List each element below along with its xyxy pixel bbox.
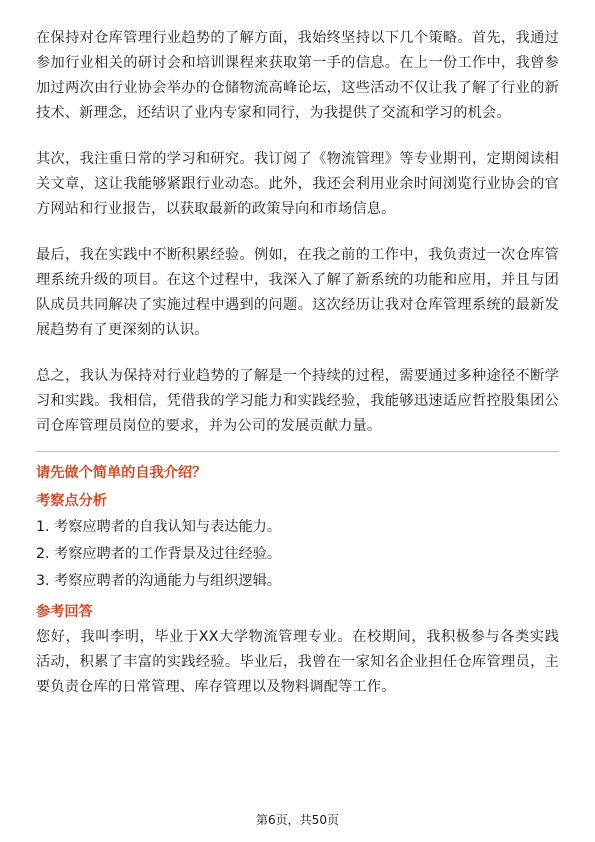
- answer-heading: 参考回答: [36, 604, 93, 620]
- reference-answer: 您好，我叫李明，毕业于XX大学物流管理专业。在校期间，我积极参与各类实践活动，积累了丰富的实践经验。毕业后，我曾在一家知名企业担任仓库管理员，主要负责仓库的日常管理、库存管理以及物料调配等工作。: [36, 629, 559, 695]
- analysis-point-3: 3. 考察应聘者的沟通能力与组织逻辑。: [36, 573, 282, 589]
- analysis-point-2: 2. 考察应聘者的工作背景及过往经验。: [36, 546, 282, 562]
- analysis-point-1: 1. 考察应聘者的自我认知与表达能力。: [36, 519, 282, 535]
- page-number: 第6页，共50页: [256, 813, 339, 827]
- analysis-heading: 考察点分析: [36, 493, 107, 509]
- body-paragraph-1: 在保持对仓库管理行业趋势的了解方面，我始终坚持以下几个策略。首先，我通过参加行业相关的研讨会和培训课程来获取第一手的信息。在上一份工作中，我曾参加过两次由行业协会举办的仓储物流高峰论坛，这些活动不仅让我了解了行业的新技术、新理念，还结识了业内专家和同行，为我提供了交流和学习的机会。: [36, 30, 559, 121]
- page-content: [36, 26, 559, 700]
- paragraph-gap: [36, 126, 559, 147]
- section-divider: [36, 451, 559, 452]
- body-paragraph-2: 其次，我注重日常的学习和研究。我订阅了《物流管理》等专业期刊，定期阅读相关文章，这让我能够紧跟行业动态。此外，我还会利用业余时间浏览行业协会的官方网站和行业报告，以获取最新的政策导向和市场信息。: [36, 151, 559, 217]
- question-title: 请先做个简单的自我介绍？: [36, 465, 207, 481]
- body-paragraph-3: 最后，我在实践中不断积累经验。例如，在我之前的工作中，我负责过一次仓库管理系统升级的项目。在这个过程中，我深入了解了新系统的功能和应用，并且与团队成员共同解决了实施过程中遇到的问题。这次经历让我对仓库管理系统的最新发展趋势有了更深刻的认识。: [36, 247, 559, 338]
- paragraph-gap: [36, 222, 559, 243]
- body-paragraph-4: 总之，我认为保持对行业趋势的了解是一个持续的过程，需要通过多种途径不断学习和实践。我相信，凭借我的学习能力和实践经验，我能够迅速适应哲控股集团公司仓库管理员岗位的要求，并为公司的发展贡献力量。: [36, 368, 559, 434]
- paragraph-gap: [36, 343, 559, 364]
